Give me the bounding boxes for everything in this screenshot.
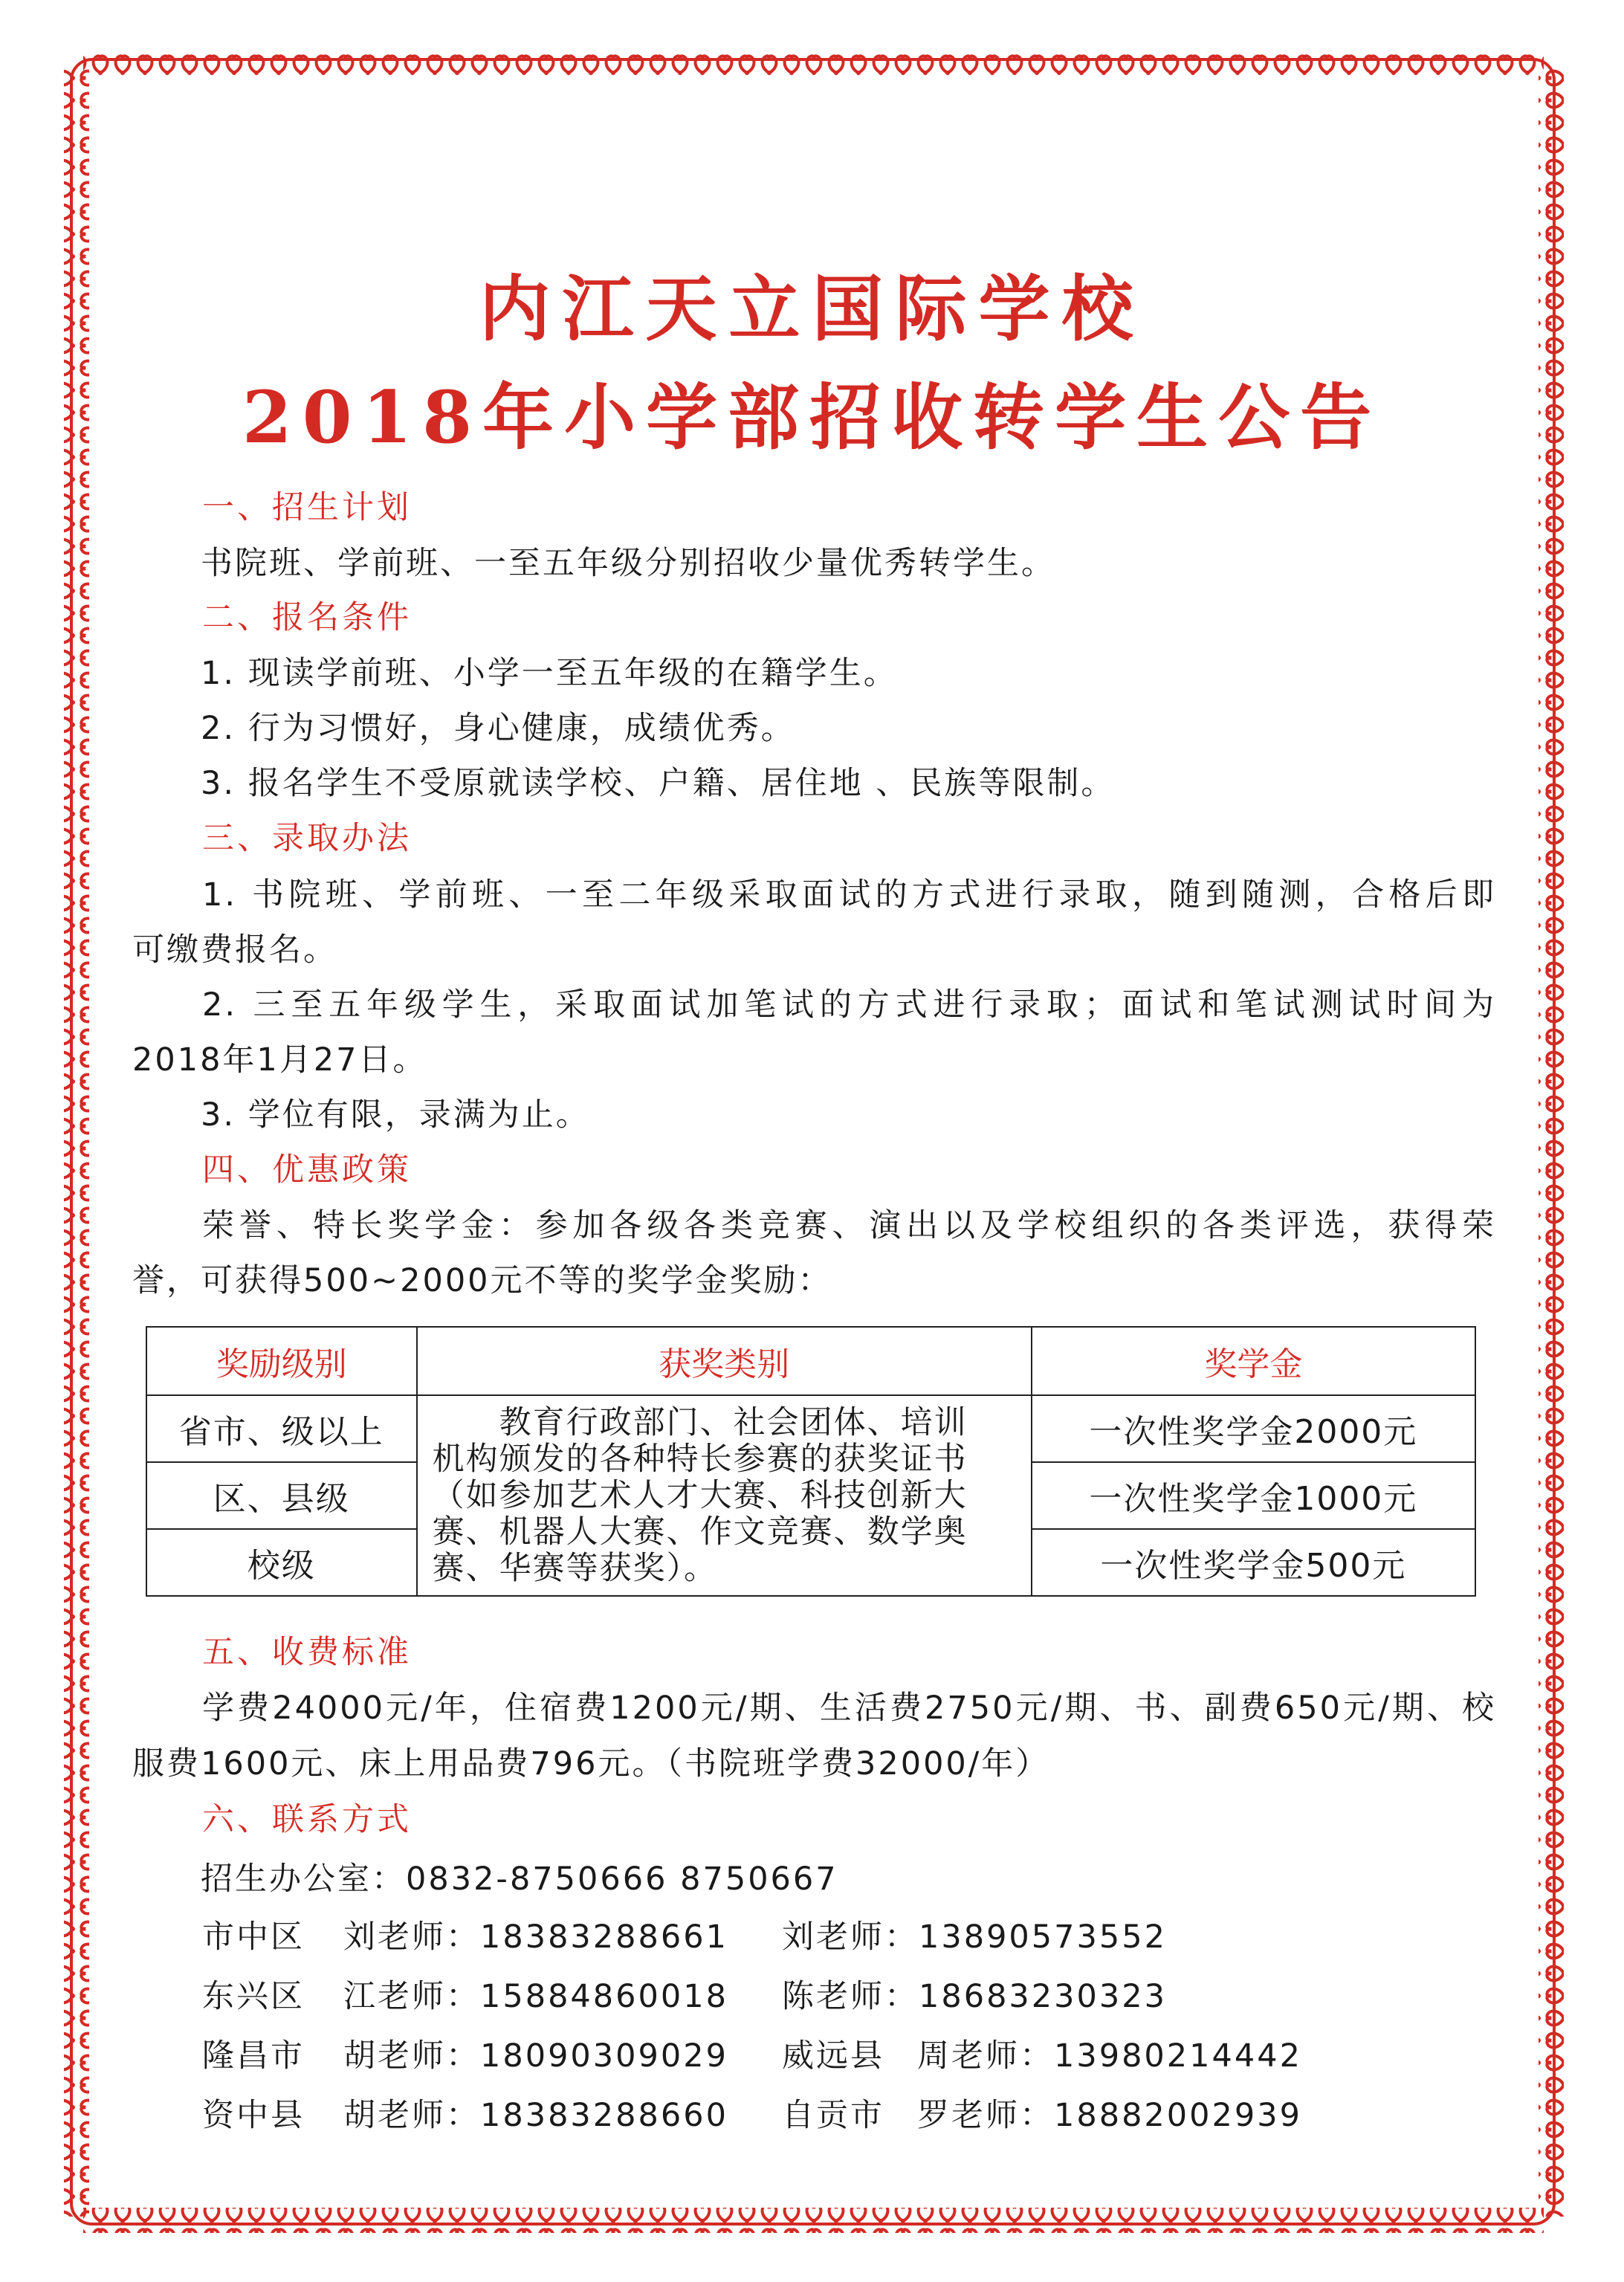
title-announcement: 2018年小学部招收转学生公告 bbox=[242, 375, 1382, 459]
teacher-phone: 胡老师：18383288660 bbox=[343, 2097, 728, 2134]
heading-enrollment-plan: 一、招生计划 bbox=[202, 489, 412, 526]
teacher-phone: 陈老师：18683230323 bbox=[782, 1978, 1167, 2015]
amount-cell: 一次性奖学金500元 bbox=[1032, 1529, 1475, 1596]
category-line: （如参加艺术人才大赛、科技创新大 bbox=[432, 1476, 968, 1514]
table-header: 奖励级别 bbox=[146, 1327, 417, 1395]
teacher-phone: 罗老师：18882002939 bbox=[917, 2097, 1302, 2134]
heading-conditions: 二、报名条件 bbox=[202, 599, 412, 636]
district-label: 东兴区 bbox=[202, 1978, 305, 2015]
district-label: 自贡市 bbox=[782, 2097, 884, 2134]
district-label: 威远县 bbox=[782, 2037, 884, 2075]
table-header: 奖学金 bbox=[1032, 1327, 1475, 1395]
policy-text: 荣誉、特长奖学金：参加各级各类竞赛、演出以及学校组织的各类评选，获得荣 bbox=[202, 1207, 1496, 1244]
teacher-phone: 刘老师：18383288661 bbox=[343, 1919, 728, 1956]
category-line: 教育行政部门、社会团体、培训 bbox=[432, 1403, 968, 1441]
admission-item-1-cont: 可缴费报名。 bbox=[132, 931, 337, 969]
plan-text: 书院班、学前班、一至五年级分别招收少量优秀转学生。 bbox=[201, 545, 1055, 582]
amount-cell: 一次性奖学金2000元 bbox=[1032, 1395, 1475, 1462]
category-line: 赛、华赛等获奖）。 bbox=[432, 1549, 718, 1587]
fees-text: 学费24000元/年，住宿费1200元/期、生活费2750元/期、书、副费650元/期、校 bbox=[202, 1690, 1496, 1727]
heading-admission: 三、录取办法 bbox=[202, 820, 412, 857]
amount-cell: 一次性奖学金1000元 bbox=[1032, 1462, 1475, 1529]
admission-item-2-cont: 2018年1月27日。 bbox=[132, 1041, 427, 1079]
title-school-name: 内江天立国际学校 bbox=[479, 267, 1145, 351]
heading-contact: 六、联系方式 bbox=[202, 1801, 412, 1838]
admission-item-2: 2. 三至五年级学生，采取面试加笔试的方式进行录取；面试和笔试测试时间为 bbox=[202, 986, 1496, 1024]
condition-item: 2. 行为习惯好，身心健康，成绩优秀。 bbox=[201, 710, 795, 747]
office-phone: 招生办公室：0832-8750666 8750667 bbox=[201, 1861, 838, 1898]
table-row bbox=[146, 1395, 1475, 1462]
condition-item: 1. 现读学前班、小学一至五年级的在籍学生。 bbox=[201, 655, 898, 692]
table-header-row bbox=[146, 1327, 1475, 1395]
teacher-phone: 刘老师：13890573552 bbox=[782, 1919, 1167, 1956]
level-cell: 区、县级 bbox=[146, 1462, 417, 1529]
level-cell: 校级 bbox=[146, 1529, 417, 1596]
heading-policy: 四、优惠政策 bbox=[202, 1151, 412, 1189]
scholarship-table bbox=[146, 1326, 1476, 1597]
admission-item-1: 1. 书院班、学前班、一至二年级采取面试的方式进行录取，随到随测，合格后即 bbox=[202, 876, 1496, 914]
teacher-phone: 江老师：15884860018 bbox=[343, 1978, 728, 2015]
heading-fees: 五、收费标准 bbox=[202, 1634, 412, 1671]
fees-text-cont: 服费1600元、床上用品费796元。（书院班学费32000/年） bbox=[132, 1745, 1050, 1782]
district-label: 市中区 bbox=[202, 1919, 305, 1956]
teacher-phone: 周老师：13980214442 bbox=[917, 2037, 1302, 2075]
teacher-phone: 胡老师：18090309029 bbox=[343, 2037, 728, 2075]
condition-item: 3. 报名学生不受原就读学校、户籍、居住地 、民族等限制。 bbox=[201, 765, 1116, 802]
table-header: 获奖类别 bbox=[417, 1327, 1032, 1395]
level-cell: 省市、级以上 bbox=[146, 1395, 417, 1462]
category-cell bbox=[417, 1395, 1032, 1596]
admission-item-3: 3. 学位有限，录满为止。 bbox=[201, 1096, 590, 1134]
policy-text-cont: 誉，可获得500~2000元不等的奖学金奖励： bbox=[132, 1262, 832, 1299]
category-line: 赛、机器人大赛、作文竞赛、数学奥 bbox=[432, 1513, 968, 1551]
district-label: 资中县 bbox=[202, 2097, 305, 2134]
district-label: 隆昌市 bbox=[202, 2037, 305, 2075]
category-line: 机构颁发的各种特长参赛的获奖证书 bbox=[432, 1440, 968, 1478]
